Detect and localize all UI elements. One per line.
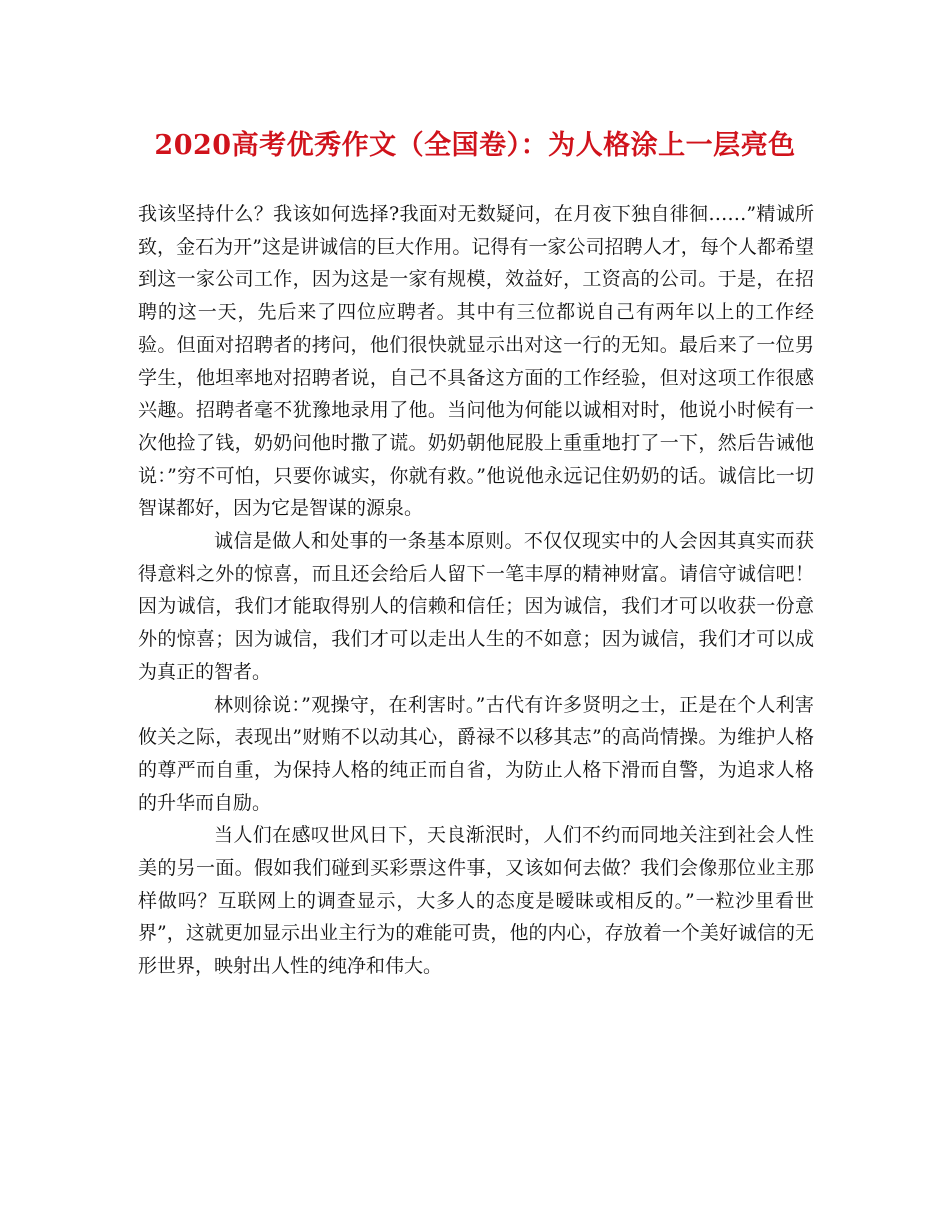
paragraph-1: 我该坚持什么？我该如何选择?我面对无数疑问，在月夜下独自徘徊……”精诚所致，金石为开”这是讲诚信的巨大作用。记得有一家公司招聘人才，每个人都希望到这一家公司工作，因为这是一家有规模，效益好，工资高的公司。于是，在招聘的这一天，先后来了四位应聘者。其中有三位都说自己有两年以上的工作经验。但面对招聘者的拷问，他们很快就显示出对这一行的无知。最后来了一位男学生，他坦率地对招聘者说，自己不具备这方面的工作经验，但对这项工作很感兴趣。招聘者毫不犹豫地录用了他。当问他为何能以诚相对时，他说小时候有一次他捡了钱，奶奶问他时撒了谎。奶奶朝他屁股上重重地打了一下，然后告诫他说：”穷不可怕，只要你诚实，你就有救。”他说他永远记住奶奶的话。诚信比一切智谋都好，因为它是智谋的源泉。: [138, 203, 814, 520]
paragraph-3: 林则徐说：”观操守，在利害时。”古代有许多贤明之士，正是在个人利害攸关之际，表现出”财贿不以动其心，爵禄不以移其志”的高尚情操。为维护人格的尊严而自重，为保持人格的纯正而自省，为防止人格下滑而自警，为追求人格的升华而自励。: [138, 693, 814, 814]
document-title: 2020高考优秀作文（全国卷）：为人格涂上一层亮色: [154, 130, 796, 161]
essay-body: [138, 198, 814, 983]
paragraph-4: 当人们在感叹世风日下，天良渐泯时，人们不约而同地关注到社会人性美的另一面。假如我们碰到买彩票这件事，又该如何去做？我们会像那位业主那样做吗？互联网上的调查显示，大多人的态度是暧昧或相反的。”一粒沙里看世界”，这就更加显示出业主行为的难能可贵，他的内心，存放着一个美好诚信的无形世界，映射出人性的纯净和伟大。: [138, 824, 814, 978]
paragraph-2: 诚信是做人和处事的一条基本原则。不仅仅现实中的人会因其真实而获得意料之外的惊喜，而且还会给后人留下一笔丰厚的精神财富。请信守诚信吧！因为诚信，我们才能取得别人的信赖和信任；因为诚信，我们才可以收获一份意外的惊喜；因为诚信，我们才可以走出人生的不如意；因为诚信，我们才可以成为真正的智者。: [138, 530, 814, 683]
